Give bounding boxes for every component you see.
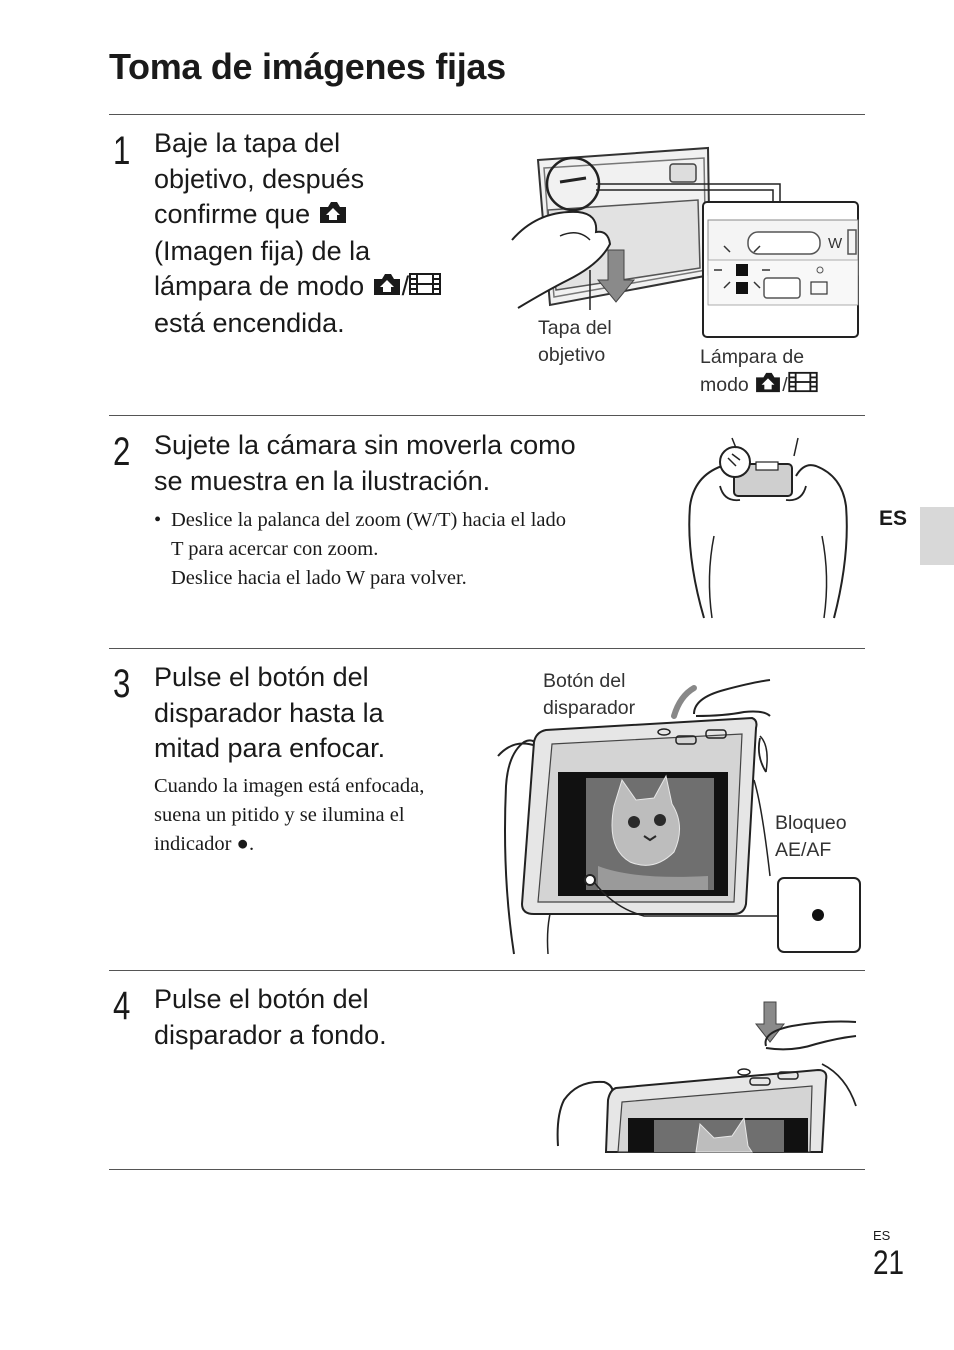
step-4-number: 4 [113, 984, 131, 1028]
lens-cover-illustration [508, 140, 868, 340]
step-3-text: Pulse el botón del disparador hasta la mitad para enfocar. [154, 662, 386, 763]
step-1-number: 1 [113, 129, 131, 173]
side-tab-marker [920, 507, 954, 565]
footer-language: ES [873, 1228, 891, 1243]
label-mode-lamp-text: Lámpara de modo [700, 346, 805, 397]
film-icon [409, 270, 441, 306]
page-title: Toma de imágenes fijas [109, 46, 506, 87]
step-1-text-b: (Imagen fija) de la lámpara de modo [154, 235, 371, 302]
half-press-illustration [494, 676, 864, 956]
step-1-text-sep: / [401, 271, 410, 302]
divider [109, 970, 865, 971]
label-mode-lamp [700, 344, 818, 401]
page-number: 21 [873, 1244, 905, 1282]
step-1-text [154, 126, 441, 341]
divider [109, 648, 865, 649]
step-4-text: Pulse el botón del disparador a fondo. [154, 984, 387, 1050]
label-mode-lamp-sep: / [782, 374, 788, 397]
divider [109, 1169, 865, 1170]
side-language-label: ES [879, 507, 908, 530]
hold-camera-illustration [684, 436, 854, 621]
full-press-illustration [556, 996, 861, 1152]
step-2-text: Sujete la cámara sin moverla como se muestra en la ilustración. [154, 430, 576, 496]
step-1-text-a: Baje la tapa del objetivo, después confirme que [154, 128, 365, 229]
zoom-w-label: W [828, 235, 843, 252]
step-2-bullet-text: Deslice la palanca del zoom (W/T) hacia el lado T para acercar con zoom. Deslice hacia el lado W para volver. [171, 509, 566, 589]
bullet-marker: • [154, 509, 162, 531]
label-shutter-button: Botón del disparador [543, 670, 636, 719]
camera-icon [372, 270, 402, 306]
dot-indicator-icon: ● [236, 833, 249, 855]
step-3-number: 3 [113, 662, 131, 706]
step-3-note-a: Cuando la imagen está enfocada, suena un pitido y se ilumina el indicador [154, 775, 425, 855]
camera-icon [318, 198, 348, 234]
film-icon [788, 371, 818, 401]
step-3-note-b: . [248, 833, 255, 855]
step-1-text-c: está encendida. [154, 307, 345, 338]
label-lens-cover: Tapa del objetivo [538, 317, 612, 366]
step-3-note [154, 772, 424, 859]
divider [109, 114, 865, 115]
divider [109, 415, 865, 416]
camera-icon [754, 371, 782, 401]
step-2-number: 2 [113, 430, 131, 474]
label-ae-af-lock: Bloqueo AE/AF [775, 812, 847, 861]
